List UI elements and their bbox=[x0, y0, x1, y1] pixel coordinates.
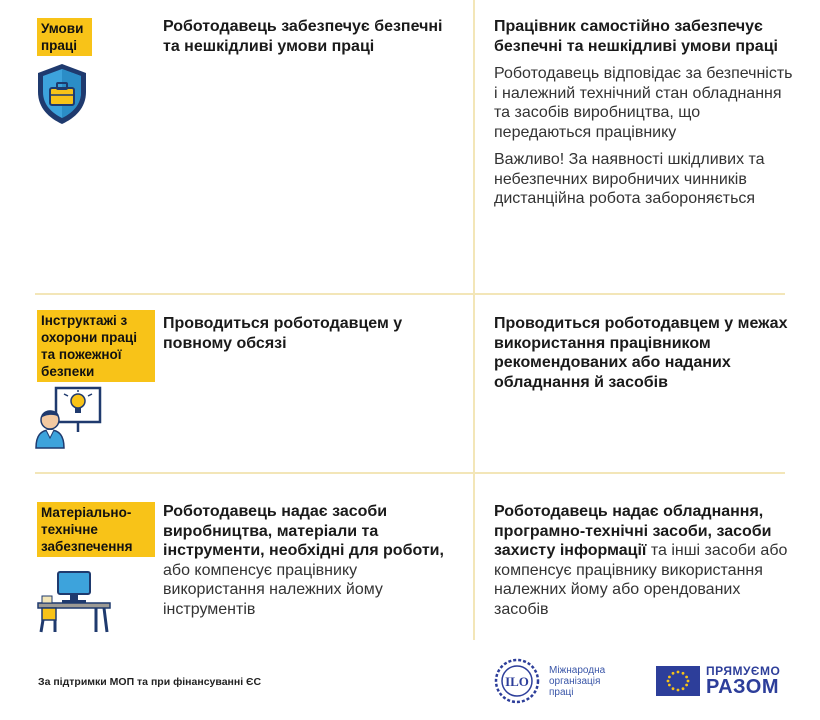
remote-text-normal: та інші засоби або компенсує працівнику використання належних йому або орендованих засобів bbox=[494, 542, 788, 618]
ilo-name-line: праці bbox=[549, 686, 574, 698]
column-divider bbox=[473, 0, 475, 640]
svg-text:ILO: ILO bbox=[505, 674, 529, 689]
remote-text-bold: Працівник самостійно забезпечує безпечні та нешкідливі умови праці bbox=[494, 18, 778, 55]
remote-cell bbox=[494, 502, 799, 619]
section-tag: Умови праці bbox=[37, 18, 92, 56]
employer-text-normal: або компенсує працівнику використання належних йому інструментів bbox=[163, 561, 383, 618]
employer-cell bbox=[163, 502, 463, 619]
eu-slogan-bottom: РАЗОМ bbox=[706, 676, 780, 698]
row-divider bbox=[35, 472, 785, 474]
eu-logo bbox=[656, 665, 780, 697]
eu-slogan-top: ПРЯМУЄМО bbox=[706, 664, 781, 678]
employer-text-bold: Роботодавець надає засоби виробництва, матеріали та інструменти, необхідні для роботи, bbox=[163, 503, 444, 559]
shield-briefcase-icon bbox=[34, 62, 90, 131]
employer-cell bbox=[163, 314, 463, 353]
remote-text-bold: Проводиться роботодавцем у межах використання працівником рекомендованих або наданих обладнання й засобів bbox=[494, 315, 788, 391]
section-tag: Матеріально-технічне забезпечення bbox=[37, 502, 155, 557]
desk-computer-icon bbox=[34, 568, 114, 639]
ilo-emblem-icon bbox=[493, 657, 541, 705]
row-divider bbox=[35, 293, 785, 295]
ilo-name-line: організація bbox=[549, 675, 601, 687]
remote-warning: Важливо! За наявності шкідливих та небезпечних виробничих чинників дистанційна робота забороняється bbox=[494, 151, 765, 207]
employer-text-bold: Роботодавець забезпечує безпечні та нешкідливі умови праці bbox=[163, 18, 443, 55]
remote-text-bold: Роботодавець надає обладнання, програмно-технічні засоби, засоби захисту інформації bbox=[494, 503, 772, 559]
remote-cell bbox=[494, 314, 799, 392]
instructor-presentation-icon bbox=[34, 384, 104, 455]
ilo-name-line: Міжнародна bbox=[549, 664, 606, 676]
employer-text-bold: Проводиться роботодавцем у повному обсязі bbox=[163, 315, 403, 352]
section-tag: Інструктажі з охорони праці та пожежної безпеки bbox=[37, 310, 155, 382]
support-note: За підтримки МОП та при фінансуванні ЄС bbox=[38, 676, 262, 688]
ilo-logo bbox=[493, 657, 629, 705]
remote-paragraph: Роботодавець відповідає за безпечність і належний технічний стан обладнання та засобів виробництва, що передаються працівнику bbox=[494, 65, 793, 141]
employer-cell bbox=[163, 17, 463, 56]
remote-cell bbox=[494, 17, 799, 209]
eu-flag-icon bbox=[656, 666, 700, 696]
